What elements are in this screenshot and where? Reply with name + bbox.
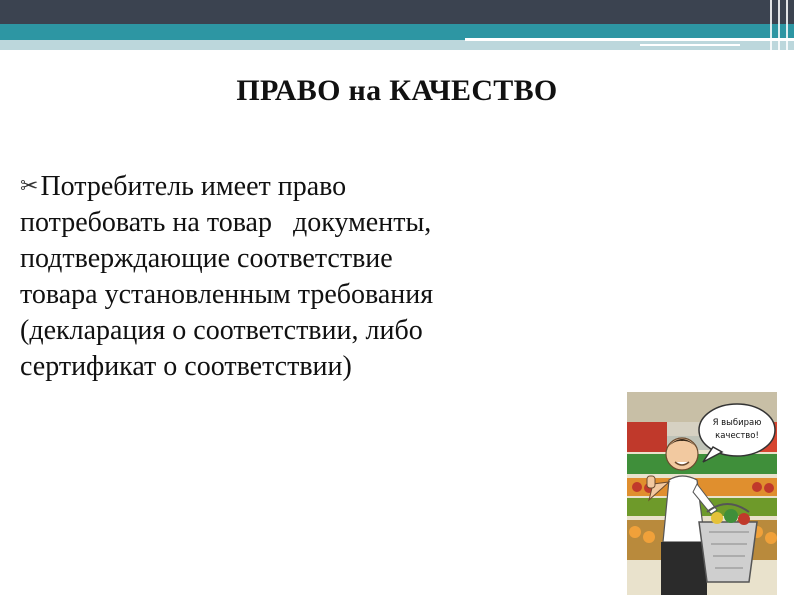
paragraph-line: потребовать на товар документы, <box>20 207 432 238</box>
paragraph-line: (декларация о соответствии, либо <box>20 315 423 346</box>
shopper-illustration <box>627 392 777 595</box>
scissors-icon: ✂ <box>20 173 39 198</box>
svg-text:Я выбираю: Я выбираю <box>712 418 762 428</box>
svg-text:качество!: качество! <box>715 431 759 441</box>
corner-lines <box>764 0 794 50</box>
accent-stripe <box>465 38 794 41</box>
paragraph-line: подтверждающие соответствие <box>20 243 393 274</box>
paragraph-line: товара установленным требования <box>20 279 434 310</box>
top-bar <box>0 0 794 24</box>
slide-title: ПРАВО на КАЧЕСТВО <box>236 74 558 107</box>
accent-stripe <box>640 44 740 46</box>
paragraph-line: ✂Потребитель имеет право <box>20 171 347 202</box>
paragraph-line: сертификат о соответствии) <box>20 351 352 382</box>
slide-paragraph <box>20 168 620 385</box>
